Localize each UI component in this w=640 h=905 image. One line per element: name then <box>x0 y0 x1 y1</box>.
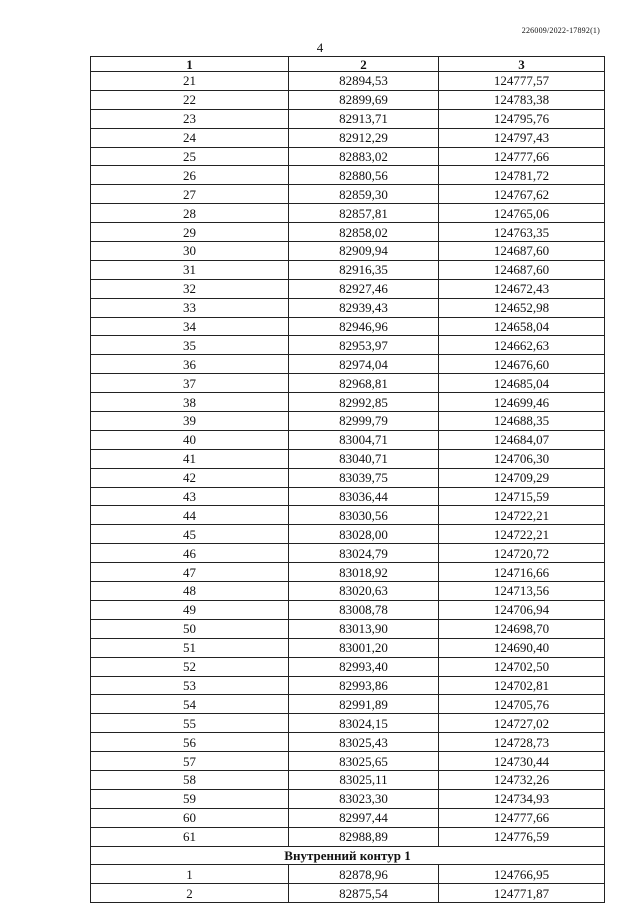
point-number-cell: 47 <box>91 563 289 582</box>
table-row <box>91 204 605 223</box>
x-coordinate-cell: 83040,71 <box>289 449 439 468</box>
table-row <box>91 638 605 657</box>
point-number-cell: 45 <box>91 525 289 544</box>
y-coordinate-cell: 124702,81 <box>439 676 605 695</box>
x-coordinate-cell: 82912,29 <box>289 128 439 147</box>
x-coordinate-cell: 82880,56 <box>289 166 439 185</box>
y-coordinate-cell: 124676,60 <box>439 355 605 374</box>
table-row <box>91 468 605 487</box>
x-coordinate-cell: 83018,92 <box>289 563 439 582</box>
y-coordinate-cell: 124734,93 <box>439 789 605 808</box>
point-number-cell: 43 <box>91 487 289 506</box>
y-coordinate-cell: 124727,02 <box>439 714 605 733</box>
point-number-cell: 51 <box>91 638 289 657</box>
point-number-cell: 31 <box>91 260 289 279</box>
point-number-cell: 33 <box>91 298 289 317</box>
x-coordinate-cell: 82974,04 <box>289 355 439 374</box>
x-coordinate-cell: 82991,89 <box>289 695 439 714</box>
y-coordinate-cell: 124685,04 <box>439 374 605 393</box>
x-coordinate-cell: 83001,20 <box>289 638 439 657</box>
y-coordinate-cell: 124732,26 <box>439 770 605 789</box>
x-coordinate-cell: 83025,43 <box>289 733 439 752</box>
table-row <box>91 544 605 563</box>
table-row <box>91 128 605 147</box>
x-coordinate-cell: 82939,43 <box>289 298 439 317</box>
point-number-cell: 59 <box>91 789 289 808</box>
x-coordinate-cell: 82997,44 <box>289 808 439 827</box>
point-number-cell: 48 <box>91 582 289 601</box>
table-row <box>91 808 605 827</box>
table-row <box>91 865 605 884</box>
y-coordinate-cell: 124767,62 <box>439 185 605 204</box>
x-coordinate-cell: 82878,96 <box>289 865 439 884</box>
x-coordinate-cell: 82946,96 <box>289 317 439 336</box>
point-number-cell: 54 <box>91 695 289 714</box>
table-row <box>91 109 605 128</box>
point-number-cell: 44 <box>91 506 289 525</box>
x-coordinate-cell: 82993,86 <box>289 676 439 695</box>
point-number-cell: 26 <box>91 166 289 185</box>
y-coordinate-cell: 124715,59 <box>439 487 605 506</box>
point-number-cell: 50 <box>91 619 289 638</box>
y-coordinate-cell: 124716,66 <box>439 563 605 582</box>
y-coordinate-cell: 124687,60 <box>439 260 605 279</box>
table-row <box>91 600 605 619</box>
table-row <box>91 317 605 336</box>
section-title: Внутренний контур 1 <box>91 846 605 865</box>
x-coordinate-cell: 82909,94 <box>289 242 439 261</box>
x-coordinate-cell: 82992,85 <box>289 393 439 412</box>
point-number-cell: 23 <box>91 109 289 128</box>
y-coordinate-cell: 124709,29 <box>439 468 605 487</box>
table-row <box>91 430 605 449</box>
y-coordinate-cell: 124777,57 <box>439 72 605 91</box>
y-coordinate-cell: 124690,40 <box>439 638 605 657</box>
x-coordinate-cell: 82968,81 <box>289 374 439 393</box>
point-number-cell: 37 <box>91 374 289 393</box>
point-number-cell: 1 <box>91 865 289 884</box>
point-number-cell: 30 <box>91 242 289 261</box>
point-number-cell: 21 <box>91 72 289 91</box>
point-number-cell: 40 <box>91 430 289 449</box>
table-row <box>91 619 605 638</box>
x-coordinate-cell: 83039,75 <box>289 468 439 487</box>
table-row <box>91 72 605 91</box>
x-coordinate-cell: 82953,97 <box>289 336 439 355</box>
y-coordinate-cell: 124777,66 <box>439 808 605 827</box>
x-coordinate-cell: 83004,71 <box>289 430 439 449</box>
point-number-cell: 35 <box>91 336 289 355</box>
x-coordinate-cell: 83013,90 <box>289 619 439 638</box>
point-number-cell: 60 <box>91 808 289 827</box>
x-coordinate-cell: 83025,11 <box>289 770 439 789</box>
x-coordinate-cell: 83024,79 <box>289 544 439 563</box>
point-number-cell: 25 <box>91 147 289 166</box>
column-header: 1 <box>91 57 289 72</box>
table-row <box>91 412 605 431</box>
table-row <box>91 733 605 752</box>
coordinates-table <box>90 56 605 903</box>
x-coordinate-cell: 82859,30 <box>289 185 439 204</box>
table-row <box>91 260 605 279</box>
point-number-cell: 36 <box>91 355 289 374</box>
point-number-cell: 2 <box>91 884 289 903</box>
point-number-cell: 41 <box>91 449 289 468</box>
y-coordinate-cell: 124795,76 <box>439 109 605 128</box>
y-coordinate-cell: 124698,70 <box>439 619 605 638</box>
table-row <box>91 752 605 771</box>
x-coordinate-cell: 83036,44 <box>289 487 439 506</box>
table-row <box>91 336 605 355</box>
x-coordinate-cell: 82993,40 <box>289 657 439 676</box>
point-number-cell: 38 <box>91 393 289 412</box>
x-coordinate-cell: 83008,78 <box>289 600 439 619</box>
y-coordinate-cell: 124684,07 <box>439 430 605 449</box>
point-number-cell: 53 <box>91 676 289 695</box>
x-coordinate-cell: 82899,69 <box>289 90 439 109</box>
table-row <box>91 298 605 317</box>
section-header-row <box>91 846 605 865</box>
point-number-cell: 34 <box>91 317 289 336</box>
y-coordinate-cell: 124781,72 <box>439 166 605 185</box>
y-coordinate-cell: 124687,60 <box>439 242 605 261</box>
column-header: 3 <box>439 57 605 72</box>
table-row <box>91 827 605 846</box>
x-coordinate-cell: 82883,02 <box>289 147 439 166</box>
x-coordinate-cell: 82894,53 <box>289 72 439 91</box>
table-row <box>91 506 605 525</box>
point-number-cell: 22 <box>91 90 289 109</box>
y-coordinate-cell: 124730,44 <box>439 752 605 771</box>
table-row <box>91 695 605 714</box>
y-coordinate-cell: 124763,35 <box>439 223 605 242</box>
y-coordinate-cell: 124652,98 <box>439 298 605 317</box>
x-coordinate-cell: 82927,46 <box>289 279 439 298</box>
x-coordinate-cell: 83028,00 <box>289 525 439 544</box>
point-number-cell: 32 <box>91 279 289 298</box>
y-coordinate-cell: 124699,46 <box>439 393 605 412</box>
table-header-row <box>91 57 605 72</box>
table-row <box>91 487 605 506</box>
table-row <box>91 279 605 298</box>
table-row <box>91 884 605 903</box>
point-number-cell: 39 <box>91 412 289 431</box>
table-row <box>91 789 605 808</box>
point-number-cell: 57 <box>91 752 289 771</box>
table-row <box>91 374 605 393</box>
y-coordinate-cell: 124771,87 <box>439 884 605 903</box>
table-row <box>91 242 605 261</box>
point-number-cell: 28 <box>91 204 289 223</box>
page-number: 4 <box>316 40 324 55</box>
table-row <box>91 449 605 468</box>
x-coordinate-cell: 82875,54 <box>289 884 439 903</box>
x-coordinate-cell: 83023,30 <box>289 789 439 808</box>
point-number-cell: 58 <box>91 770 289 789</box>
point-number-cell: 24 <box>91 128 289 147</box>
y-coordinate-cell: 124728,73 <box>439 733 605 752</box>
table-row <box>91 770 605 789</box>
y-coordinate-cell: 124797,43 <box>439 128 605 147</box>
table-row <box>91 676 605 695</box>
y-coordinate-cell: 124722,21 <box>439 506 605 525</box>
y-coordinate-cell: 124702,50 <box>439 657 605 676</box>
x-coordinate-cell: 82999,79 <box>289 412 439 431</box>
point-number-cell: 46 <box>91 544 289 563</box>
point-number-cell: 55 <box>91 714 289 733</box>
y-coordinate-cell: 124783,38 <box>439 90 605 109</box>
point-number-cell: 42 <box>91 468 289 487</box>
table-row <box>91 714 605 733</box>
table-row <box>91 166 605 185</box>
y-coordinate-cell: 124662,63 <box>439 336 605 355</box>
table-row <box>91 582 605 601</box>
table-row <box>91 657 605 676</box>
y-coordinate-cell: 124706,30 <box>439 449 605 468</box>
x-coordinate-cell: 82913,71 <box>289 109 439 128</box>
point-number-cell: 56 <box>91 733 289 752</box>
x-coordinate-cell: 83020,63 <box>289 582 439 601</box>
y-coordinate-cell: 124705,76 <box>439 695 605 714</box>
point-number-cell: 49 <box>91 600 289 619</box>
table-row <box>91 90 605 109</box>
point-number-cell: 27 <box>91 185 289 204</box>
x-coordinate-cell: 82858,02 <box>289 223 439 242</box>
y-coordinate-cell: 124722,21 <box>439 525 605 544</box>
table-row <box>91 185 605 204</box>
point-number-cell: 29 <box>91 223 289 242</box>
table-row <box>91 223 605 242</box>
y-coordinate-cell: 124706,94 <box>439 600 605 619</box>
y-coordinate-cell: 124672,43 <box>439 279 605 298</box>
x-coordinate-cell: 82857,81 <box>289 204 439 223</box>
table-row <box>91 355 605 374</box>
table-row <box>91 147 605 166</box>
x-coordinate-cell: 83024,15 <box>289 714 439 733</box>
table-row <box>91 525 605 544</box>
y-coordinate-cell: 124776,59 <box>439 827 605 846</box>
y-coordinate-cell: 124713,56 <box>439 582 605 601</box>
x-coordinate-cell: 83030,56 <box>289 506 439 525</box>
x-coordinate-cell: 83025,65 <box>289 752 439 771</box>
y-coordinate-cell: 124688,35 <box>439 412 605 431</box>
table-row <box>91 563 605 582</box>
document-id: 226009/2022-17892(1) <box>521 26 600 35</box>
column-header: 2 <box>289 57 439 72</box>
point-number-cell: 61 <box>91 827 289 846</box>
y-coordinate-cell: 124765,06 <box>439 204 605 223</box>
x-coordinate-cell: 82988,89 <box>289 827 439 846</box>
table-row <box>91 393 605 412</box>
y-coordinate-cell: 124720,72 <box>439 544 605 563</box>
y-coordinate-cell: 124658,04 <box>439 317 605 336</box>
point-number-cell: 52 <box>91 657 289 676</box>
y-coordinate-cell: 124777,66 <box>439 147 605 166</box>
y-coordinate-cell: 124766,95 <box>439 865 605 884</box>
x-coordinate-cell: 82916,35 <box>289 260 439 279</box>
